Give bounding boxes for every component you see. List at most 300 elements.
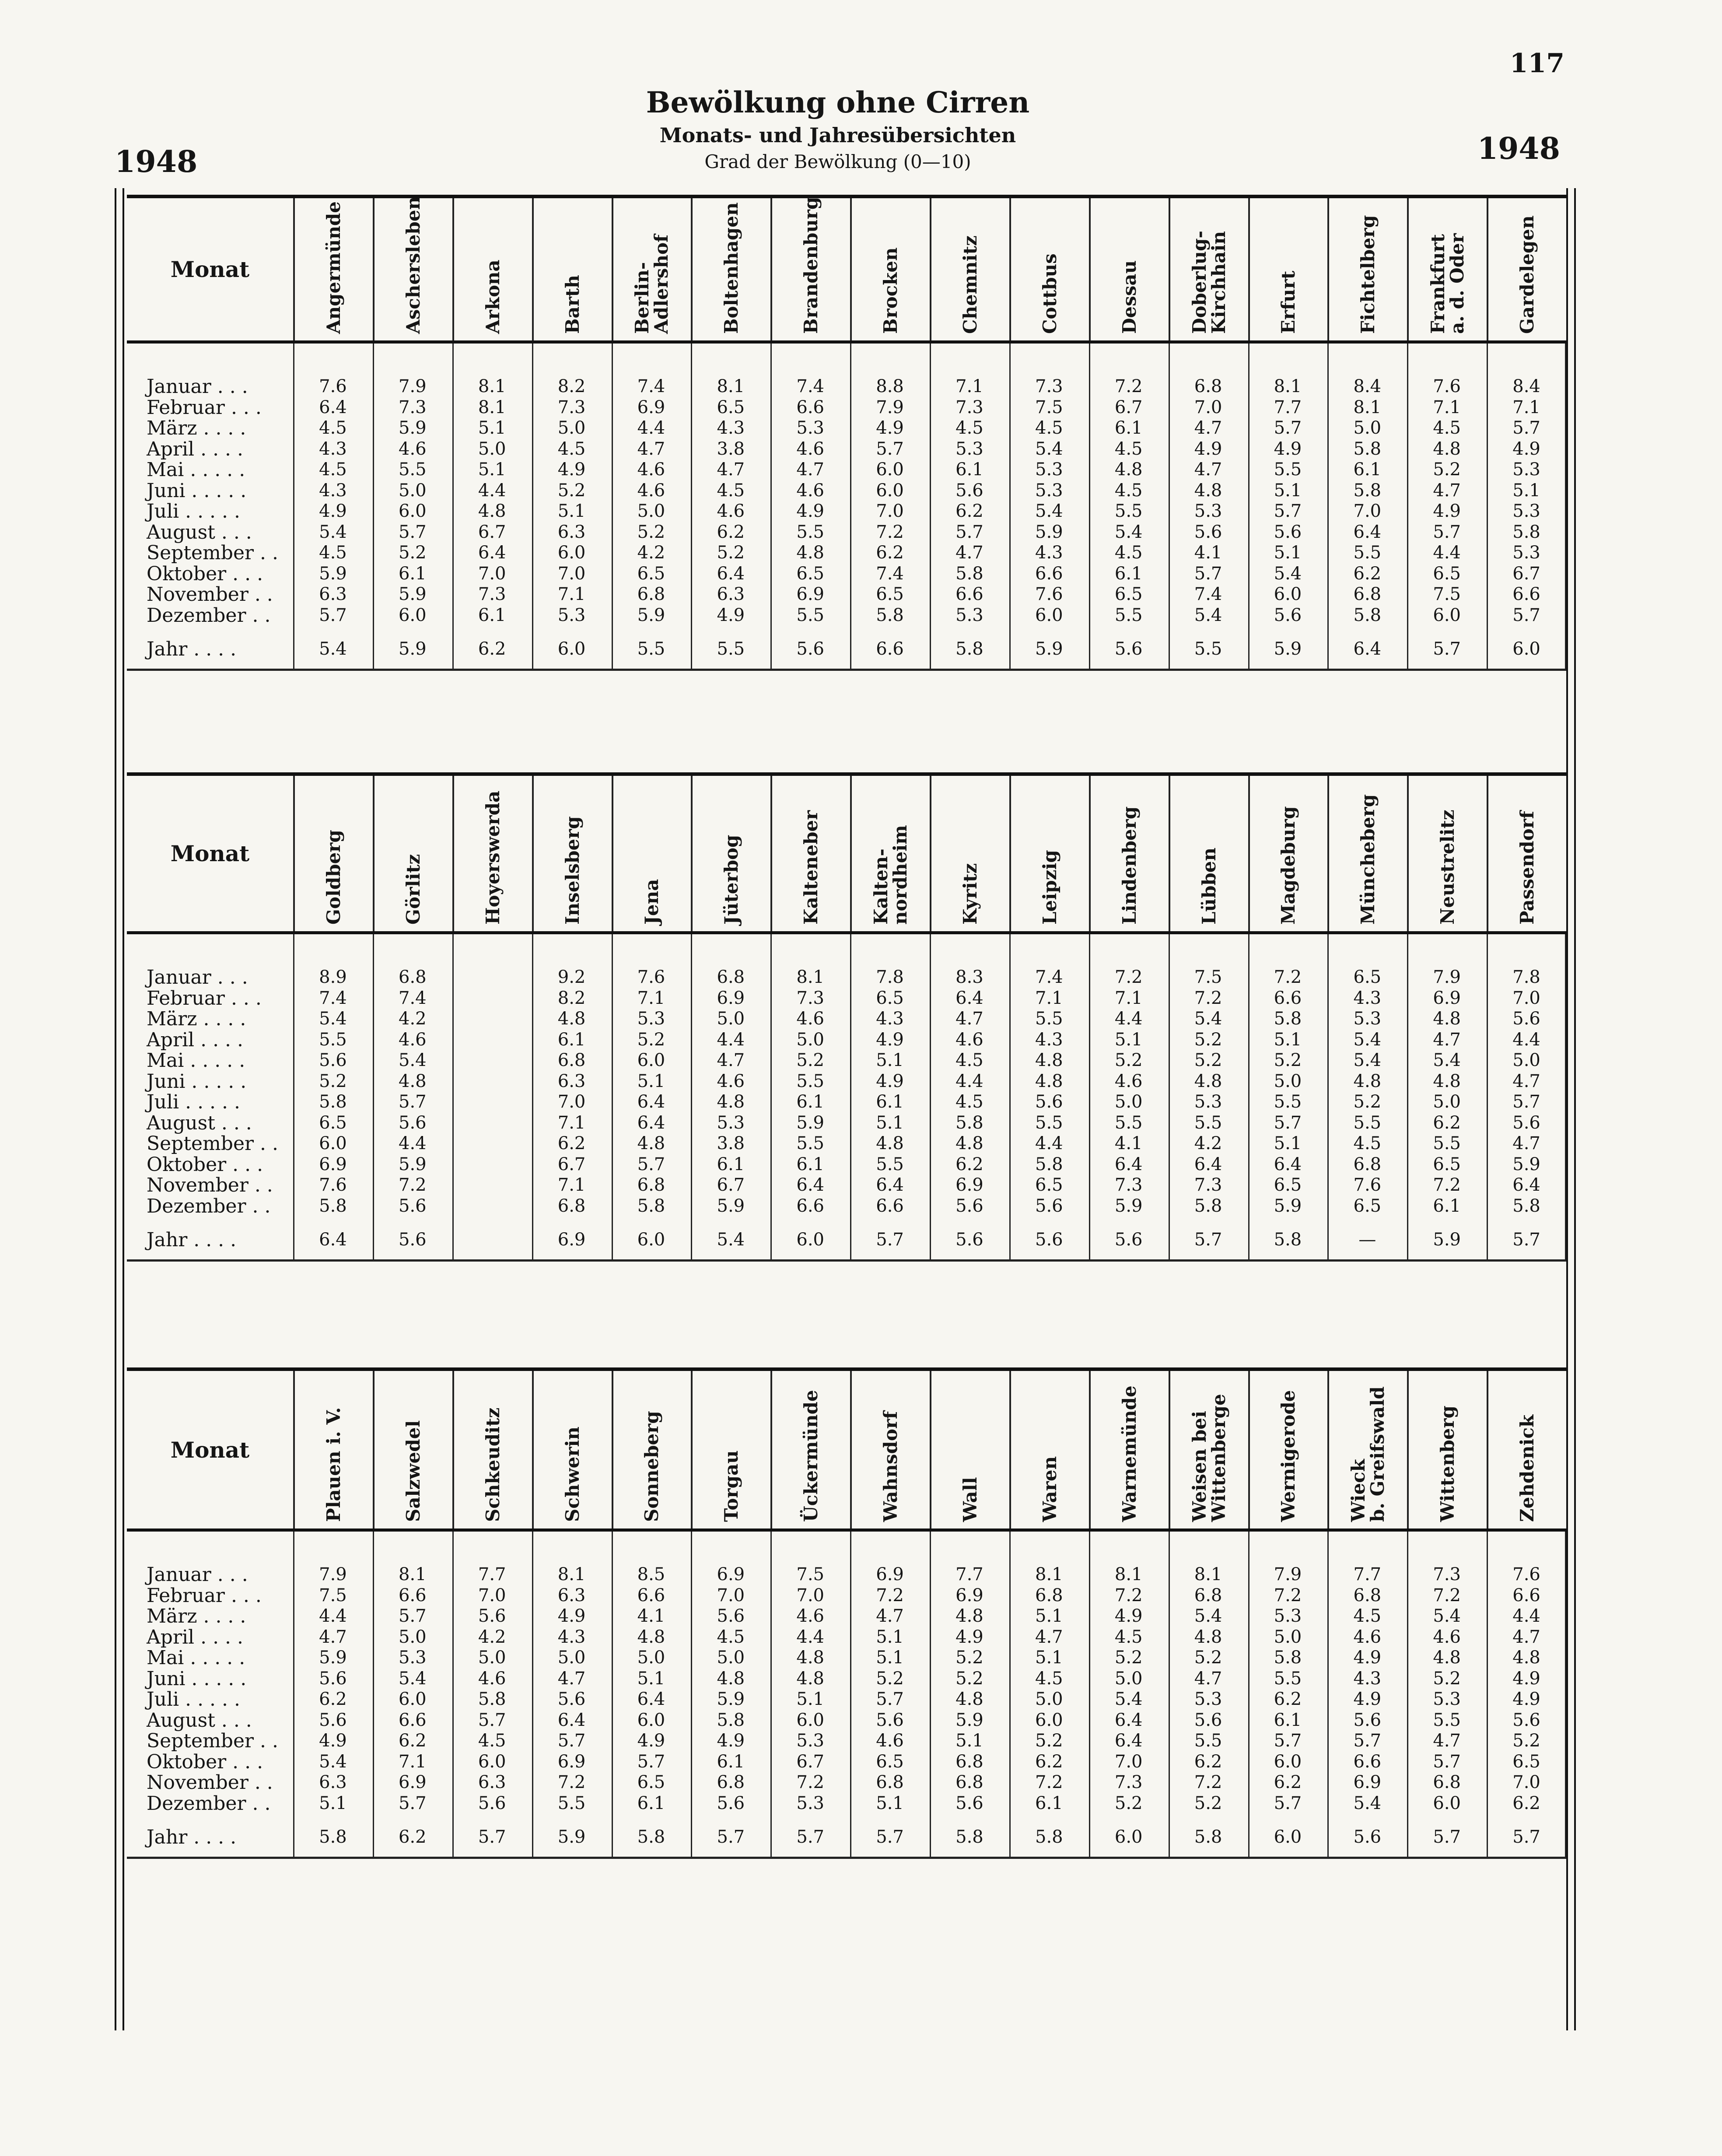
value-cell: 4.4	[478, 480, 506, 501]
value-cell: 5.2	[557, 480, 586, 501]
value-cell: 5.6	[478, 1606, 506, 1626]
value-cell: 5.4	[1194, 1009, 1222, 1029]
value-cell: 4.7	[637, 438, 665, 459]
value-cell: 5.3	[1353, 1009, 1382, 1029]
annual-value-cell: 5.7	[717, 1827, 745, 1847]
value-cell: 5.1	[478, 418, 506, 438]
value-cell: 5.6	[1035, 1092, 1063, 1112]
value-cell: 7.9	[319, 1564, 347, 1585]
value-cell: 4.5	[956, 418, 984, 438]
value-cell: 6.1	[1353, 459, 1382, 480]
value-cell: 6.9	[557, 1751, 586, 1772]
annual-value-cell: 5.9	[1274, 639, 1302, 659]
value-cell: 6.9	[399, 1772, 427, 1792]
annual-value-cell: 6.0	[1274, 1827, 1302, 1847]
value-cell: 7.9	[1433, 967, 1461, 987]
value-cell: 6.8	[876, 1772, 904, 1792]
value-cell: 6.3	[557, 522, 586, 542]
value-cell: 5.9	[319, 563, 347, 584]
station-header	[691, 776, 770, 931]
value-cell: 6.2	[319, 1689, 347, 1709]
year-label: Jahr . . . .	[147, 638, 237, 660]
value-cell: 6.1	[637, 1793, 665, 1813]
value-cell: 7.6	[1433, 376, 1461, 396]
month-label: März . . . .	[147, 1008, 246, 1030]
value-cell: 5.1	[876, 1627, 904, 1647]
value-cell: 5.2	[399, 543, 427, 563]
annual-value-cell: 5.6	[1114, 1230, 1143, 1250]
value-cell: 4.9	[717, 1731, 745, 1751]
value-cell: 4.6	[717, 1071, 745, 1091]
value-cell: 4.1	[637, 1606, 665, 1626]
value-cell: 5.5	[1274, 459, 1302, 480]
value-cell: 6.1	[1274, 1710, 1302, 1730]
month-label: November . .	[147, 583, 273, 606]
station-header	[293, 776, 373, 931]
value-cell: 5.1	[1512, 480, 1540, 501]
value-cell: 5.6	[956, 1793, 984, 1813]
value-cell: 5.3	[796, 1793, 824, 1813]
value-cell: 6.7	[796, 1751, 824, 1772]
value-cell: 6.0	[637, 1050, 665, 1070]
value-cell: 4.8	[1194, 1627, 1222, 1647]
value-cell: 5.3	[1512, 543, 1540, 563]
value-cell: 6.3	[478, 1772, 506, 1792]
station-name: Lindenberg	[1118, 806, 1140, 925]
value-cell: 5.7	[956, 522, 984, 542]
value-cell: 5.4	[1035, 438, 1063, 459]
value-cell: 6.8	[1353, 1154, 1382, 1174]
value-cell: 4.5	[1114, 543, 1143, 563]
value-cell: 5.5	[796, 1071, 824, 1091]
value-cell: 4.9	[319, 1731, 347, 1751]
value-cell: 6.4	[1114, 1731, 1143, 1751]
station-header	[1248, 776, 1328, 931]
value-cell: 5.1	[876, 1050, 904, 1070]
value-cell: 6.2	[1274, 1772, 1302, 1792]
value-cell: 5.5	[1194, 1731, 1222, 1751]
value-cell: 4.8	[1194, 480, 1222, 501]
value-cell: 7.0	[557, 1092, 586, 1112]
value-cell: 5.8	[1512, 1195, 1540, 1216]
value-cell: 7.2	[876, 1585, 904, 1606]
value-cell: 7.6	[1512, 1564, 1540, 1585]
value-cell: 5.5	[1433, 1710, 1461, 1730]
station-header	[1487, 776, 1566, 931]
value-cell: 5.6	[1512, 1710, 1540, 1730]
value-cell: 5.3	[717, 1112, 745, 1133]
value-cell: 5.2	[1035, 1731, 1063, 1751]
value-cell: 7.1	[956, 376, 984, 396]
station-name: Brandenburg	[800, 196, 822, 334]
value-cell: 6.5	[1433, 563, 1461, 584]
value-cell: 5.4	[1114, 1689, 1143, 1709]
value-cell: 5.6	[1035, 1195, 1063, 1216]
value-cell: 7.6	[319, 376, 347, 396]
value-cell: 8.9	[319, 967, 347, 987]
value-cell: 5.5	[1114, 501, 1143, 521]
value-cell: 5.9	[1114, 1195, 1143, 1216]
station-header	[532, 1371, 612, 1528]
value-cell: 6.6	[1512, 584, 1540, 604]
value-cell: 5.6	[399, 1112, 427, 1133]
value-cell: 6.0	[1274, 1751, 1302, 1772]
value-cell: 7.8	[876, 967, 904, 987]
value-cell: 5.5	[1274, 1092, 1302, 1112]
table-header	[127, 772, 1566, 934]
value-cell: 6.0	[876, 480, 904, 501]
value-cell: 6.3	[557, 1585, 586, 1606]
value-cell: 6.4	[1114, 1710, 1143, 1730]
value-cell: 6.8	[557, 1195, 586, 1216]
value-cell: 7.7	[1353, 1564, 1382, 1585]
value-cell: 5.7	[1512, 1092, 1540, 1112]
station-name: Hoyerswerda	[482, 790, 504, 925]
value-cell: 5.8	[1274, 1009, 1302, 1029]
value-cell: 4.8	[399, 1071, 427, 1091]
annual-value-cell: 5.8	[956, 639, 984, 659]
value-cell: 7.1	[1512, 397, 1540, 417]
month-label: Dezember . .	[147, 1195, 271, 1217]
value-cell: 5.5	[1114, 605, 1143, 625]
value-cell: 9.2	[557, 967, 586, 987]
value-cell: 5.2	[1274, 1050, 1302, 1070]
month-label: November . .	[147, 1174, 273, 1196]
value-cell: 5.4	[1035, 501, 1063, 521]
station-header	[930, 776, 1009, 931]
value-cell: 5.4	[1353, 1050, 1382, 1070]
month-label: Juni . . . . .	[147, 1667, 247, 1690]
value-cell: 6.2	[557, 1133, 586, 1153]
value-cell: 4.3	[557, 1627, 586, 1647]
value-cell: 4.3	[319, 438, 347, 459]
value-cell: 5.3	[1512, 501, 1540, 521]
month-label: Februar . . .	[147, 987, 262, 1010]
station-name: Leipzig	[1039, 850, 1060, 925]
station-name: Jüterbog	[721, 834, 742, 925]
value-cell: 7.0	[1114, 1751, 1143, 1772]
month-label: Oktober . . .	[147, 562, 263, 585]
value-cell: 5.0	[478, 1648, 506, 1668]
value-cell: 7.3	[796, 988, 824, 1008]
value-cell: 6.0	[478, 1751, 506, 1772]
value-cell: 6.0	[399, 1689, 427, 1709]
value-cell: 7.4	[1194, 584, 1222, 604]
value-cell: 4.4	[796, 1627, 824, 1647]
station-header	[1009, 776, 1089, 931]
value-cell: 5.8	[1353, 438, 1382, 459]
value-cell: 4.3	[717, 418, 745, 438]
month-label: August . . .	[147, 1111, 252, 1134]
value-cell: 4.6	[717, 501, 745, 521]
value-cell: 5.9	[319, 1648, 347, 1668]
value-cell: 4.8	[1433, 1009, 1461, 1029]
value-cell: 6.6	[399, 1585, 427, 1606]
station-name: Cottbus	[1039, 253, 1060, 334]
value-cell: 5.4	[1433, 1050, 1461, 1070]
value-cell: 5.1	[876, 1648, 904, 1668]
month-label: März . . . .	[147, 1605, 246, 1627]
value-cell: 6.5	[319, 1112, 347, 1133]
value-cell: 6.1	[557, 1029, 586, 1050]
value-cell: 7.2	[1194, 988, 1222, 1008]
value-cell: 4.3	[1353, 988, 1382, 1008]
value-cell: 4.1	[1114, 1133, 1143, 1153]
value-cell: 4.7	[1433, 1731, 1461, 1751]
value-cell: 4.7	[717, 459, 745, 480]
station-header	[373, 776, 452, 931]
value-cell: 4.8	[1114, 459, 1143, 480]
month-label: Oktober . . .	[147, 1750, 263, 1773]
value-cell: 6.7	[717, 1175, 745, 1195]
value-cell: 5.5	[1035, 1009, 1063, 1029]
value-cell: 6.6	[1353, 1751, 1382, 1772]
value-cell: 4.4	[1114, 1009, 1143, 1029]
value-cell: 5.7	[1274, 418, 1302, 438]
value-cell: 7.4	[796, 376, 824, 396]
value-cell: 4.6	[1353, 1627, 1382, 1647]
value-cell: 6.8	[956, 1751, 984, 1772]
value-cell: 7.4	[319, 988, 347, 1008]
station-name: Ückermünde	[800, 1390, 822, 1522]
value-cell: 5.6	[876, 1710, 904, 1730]
value-cell: 5.4	[1194, 1606, 1222, 1626]
annual-value-cell: 5.6	[1114, 639, 1143, 659]
table-header	[127, 1367, 1566, 1532]
station-name: Torgau	[721, 1450, 742, 1522]
annual-value-cell: 6.0	[1114, 1827, 1143, 1847]
value-cell: 5.7	[399, 1793, 427, 1813]
value-cell: 6.5	[1114, 584, 1143, 604]
value-cell: 4.8	[1194, 1071, 1222, 1091]
station-header	[1487, 1371, 1566, 1528]
value-cell: 4.2	[1194, 1133, 1222, 1153]
value-cell: 5.4	[399, 1050, 427, 1070]
value-cell: 6.4	[717, 563, 745, 584]
value-cell: 4.3	[1353, 1668, 1382, 1689]
value-cell: 6.9	[1433, 988, 1461, 1008]
value-cell: 6.2	[1274, 1689, 1302, 1709]
value-cell: 4.9	[1512, 438, 1540, 459]
value-cell: 7.4	[1035, 967, 1063, 987]
page-subtitle: Monats- und Jahresübersichten	[659, 123, 1016, 147]
value-cell: 5.7	[876, 438, 904, 459]
value-cell: 6.0	[319, 1133, 347, 1153]
value-cell: 4.4	[1512, 1029, 1540, 1050]
value-cell: 6.2	[956, 501, 984, 521]
annual-value-cell: —	[1358, 1230, 1376, 1250]
value-cell: 6.1	[796, 1154, 824, 1174]
value-cell: 5.2	[1114, 1050, 1143, 1070]
value-cell: 7.3	[478, 584, 506, 604]
value-cell: 5.2	[1433, 1668, 1461, 1689]
station-name: Kalten- nordheim	[870, 825, 911, 925]
value-cell: 6.8	[717, 967, 745, 987]
value-cell: 7.0	[478, 563, 506, 584]
value-cell: 4.7	[1512, 1133, 1540, 1153]
value-cell: 4.5	[557, 438, 586, 459]
value-cell: 5.2	[1353, 1092, 1382, 1112]
value-cell: 5.7	[1274, 501, 1302, 521]
station-header	[930, 198, 1009, 340]
value-cell: 6.3	[717, 584, 745, 604]
value-cell: 7.2	[1433, 1175, 1461, 1195]
value-cell: 7.6	[637, 967, 665, 987]
value-cell: 8.1	[1194, 1564, 1222, 1585]
annual-value-cell: 5.6	[956, 1230, 984, 1250]
annual-value-cell: 6.2	[478, 639, 506, 659]
station-name: Plauen i. V.	[322, 1407, 344, 1522]
value-cell: 8.2	[557, 988, 586, 1008]
value-cell: 5.1	[876, 1112, 904, 1133]
station-name: Goldberg	[322, 830, 344, 925]
value-cell: 6.0	[399, 605, 427, 625]
value-cell: 5.0	[717, 1009, 745, 1029]
station-name: Wall	[959, 1477, 981, 1522]
value-cell: 4.7	[557, 1668, 586, 1689]
value-cell: 6.1	[1035, 1793, 1063, 1813]
value-cell: 5.8	[876, 605, 904, 625]
station-name: Lübben	[1198, 847, 1220, 925]
value-cell: 6.5	[637, 563, 665, 584]
value-cell: 6.9	[637, 397, 665, 417]
value-cell: 8.4	[1512, 376, 1540, 396]
station-header	[612, 198, 691, 340]
month-column-header: Monat	[170, 256, 250, 282]
value-cell: 5.7	[637, 1751, 665, 1772]
annual-value-cell: 6.9	[557, 1230, 586, 1250]
value-cell: 5.6	[478, 1793, 506, 1813]
value-cell: 5.6	[1274, 605, 1302, 625]
station-name: Inselsberg	[561, 816, 583, 925]
page-number: 117	[1509, 48, 1564, 79]
value-cell: 4.7	[319, 1627, 347, 1647]
station-header	[850, 776, 930, 931]
value-cell: 6.2	[956, 1154, 984, 1174]
station-name: Zehdenick	[1516, 1414, 1538, 1522]
value-cell: 7.5	[796, 1564, 824, 1585]
station-header	[1327, 198, 1407, 340]
station-name: Doberlug- Kirchhain	[1188, 231, 1229, 334]
value-cell: 7.9	[876, 397, 904, 417]
station-name: Fichtelberg	[1357, 215, 1379, 334]
month-label: August . . .	[147, 521, 252, 543]
value-cell: 5.5	[796, 605, 824, 625]
value-cell: 6.0	[1035, 605, 1063, 625]
value-cell: 4.8	[876, 1133, 904, 1153]
value-cell: 5.3	[557, 605, 586, 625]
annual-value-cell: 5.7	[1433, 1827, 1461, 1847]
annual-value-cell: 5.8	[1194, 1827, 1222, 1847]
value-cell: 5.6	[1512, 1112, 1540, 1133]
value-cell: 5.8	[956, 1112, 984, 1133]
value-cell: 5.7	[637, 1154, 665, 1174]
value-cell: 4.5	[1114, 480, 1143, 501]
value-cell: 5.2	[1194, 1029, 1222, 1050]
value-cell: 4.9	[1353, 1689, 1382, 1709]
value-cell: 4.8	[637, 1133, 665, 1153]
value-cell: 5.1	[1035, 1648, 1063, 1668]
value-cell: 7.2	[1194, 1772, 1222, 1792]
station-header	[532, 198, 612, 340]
value-cell: 7.0	[1353, 501, 1382, 521]
year-left: 1948	[115, 144, 198, 179]
value-cell: 5.2	[1114, 1793, 1143, 1813]
value-cell: 4.9	[876, 1029, 904, 1050]
annual-value-cell: 5.5	[637, 639, 665, 659]
value-cell: 6.0	[1433, 1793, 1461, 1813]
station-name: Schkeuditz	[482, 1407, 504, 1522]
table-body	[127, 934, 1566, 1262]
station-name: Warnemünde	[1118, 1385, 1140, 1522]
value-cell: 5.0	[1114, 1092, 1143, 1112]
value-cell: 5.6	[717, 1606, 745, 1626]
value-cell: 5.3	[796, 1731, 824, 1751]
value-cell: 6.4	[557, 1710, 586, 1730]
value-cell: 5.7	[319, 605, 347, 625]
month-label: Mai . . . . .	[147, 1049, 245, 1072]
value-cell: 6.4	[637, 1112, 665, 1133]
value-cell: 5.0	[637, 1648, 665, 1668]
value-cell: 6.2	[1433, 1112, 1461, 1133]
value-cell: 7.0	[557, 563, 586, 584]
value-cell: 5.3	[1433, 1689, 1461, 1709]
value-cell: 6.1	[717, 1154, 745, 1174]
value-cell: 6.7	[478, 522, 506, 542]
value-cell: 4.2	[637, 543, 665, 563]
value-cell: 5.4	[399, 1668, 427, 1689]
value-cell: 5.2	[1512, 1731, 1540, 1751]
value-cell: 5.7	[1353, 1731, 1382, 1751]
month-label: September . .	[147, 542, 278, 564]
value-cell: 5.6	[1194, 1710, 1222, 1730]
unit-note: Grad der Bewölkung (0—10)	[704, 151, 971, 172]
value-cell: 4.4	[319, 1606, 347, 1626]
value-cell: 6.4	[1274, 1154, 1302, 1174]
annual-value-cell: 5.8	[1035, 1827, 1063, 1847]
annual-value-cell: 6.6	[876, 639, 904, 659]
value-cell: 5.8	[717, 1710, 745, 1730]
value-cell: 4.7	[1433, 480, 1461, 501]
value-cell: 7.1	[1114, 988, 1143, 1008]
value-cell: 5.5	[1433, 1133, 1461, 1153]
value-cell: 7.2	[796, 1772, 824, 1792]
value-cell: 6.2	[876, 543, 904, 563]
value-cell: 6.2	[1035, 1751, 1063, 1772]
station-header	[1089, 776, 1169, 931]
value-cell: 6.3	[557, 1071, 586, 1091]
value-cell: 6.2	[1512, 1793, 1540, 1813]
value-cell: 7.3	[1433, 1564, 1461, 1585]
value-cell: 5.0	[1433, 1092, 1461, 1112]
value-cell: 5.2	[796, 1050, 824, 1070]
value-cell: 7.0	[1512, 1772, 1540, 1792]
value-cell: 8.1	[478, 376, 506, 396]
value-cell: 5.2	[1194, 1648, 1222, 1668]
station-header	[1089, 198, 1169, 340]
value-cell: 5.0	[1512, 1050, 1540, 1070]
annual-value-cell: 6.0	[637, 1230, 665, 1250]
annual-value-cell: 5.8	[956, 1827, 984, 1847]
month-label: Dezember . .	[147, 604, 271, 627]
value-cell: 6.3	[319, 1772, 347, 1792]
value-cell: 5.3	[1274, 1606, 1302, 1626]
value-cell: 4.8	[796, 543, 824, 563]
value-cell: 7.3	[399, 397, 427, 417]
value-cell: 4.8	[956, 1133, 984, 1153]
value-cell: 6.4	[478, 543, 506, 563]
value-cell: 6.9	[956, 1585, 984, 1606]
